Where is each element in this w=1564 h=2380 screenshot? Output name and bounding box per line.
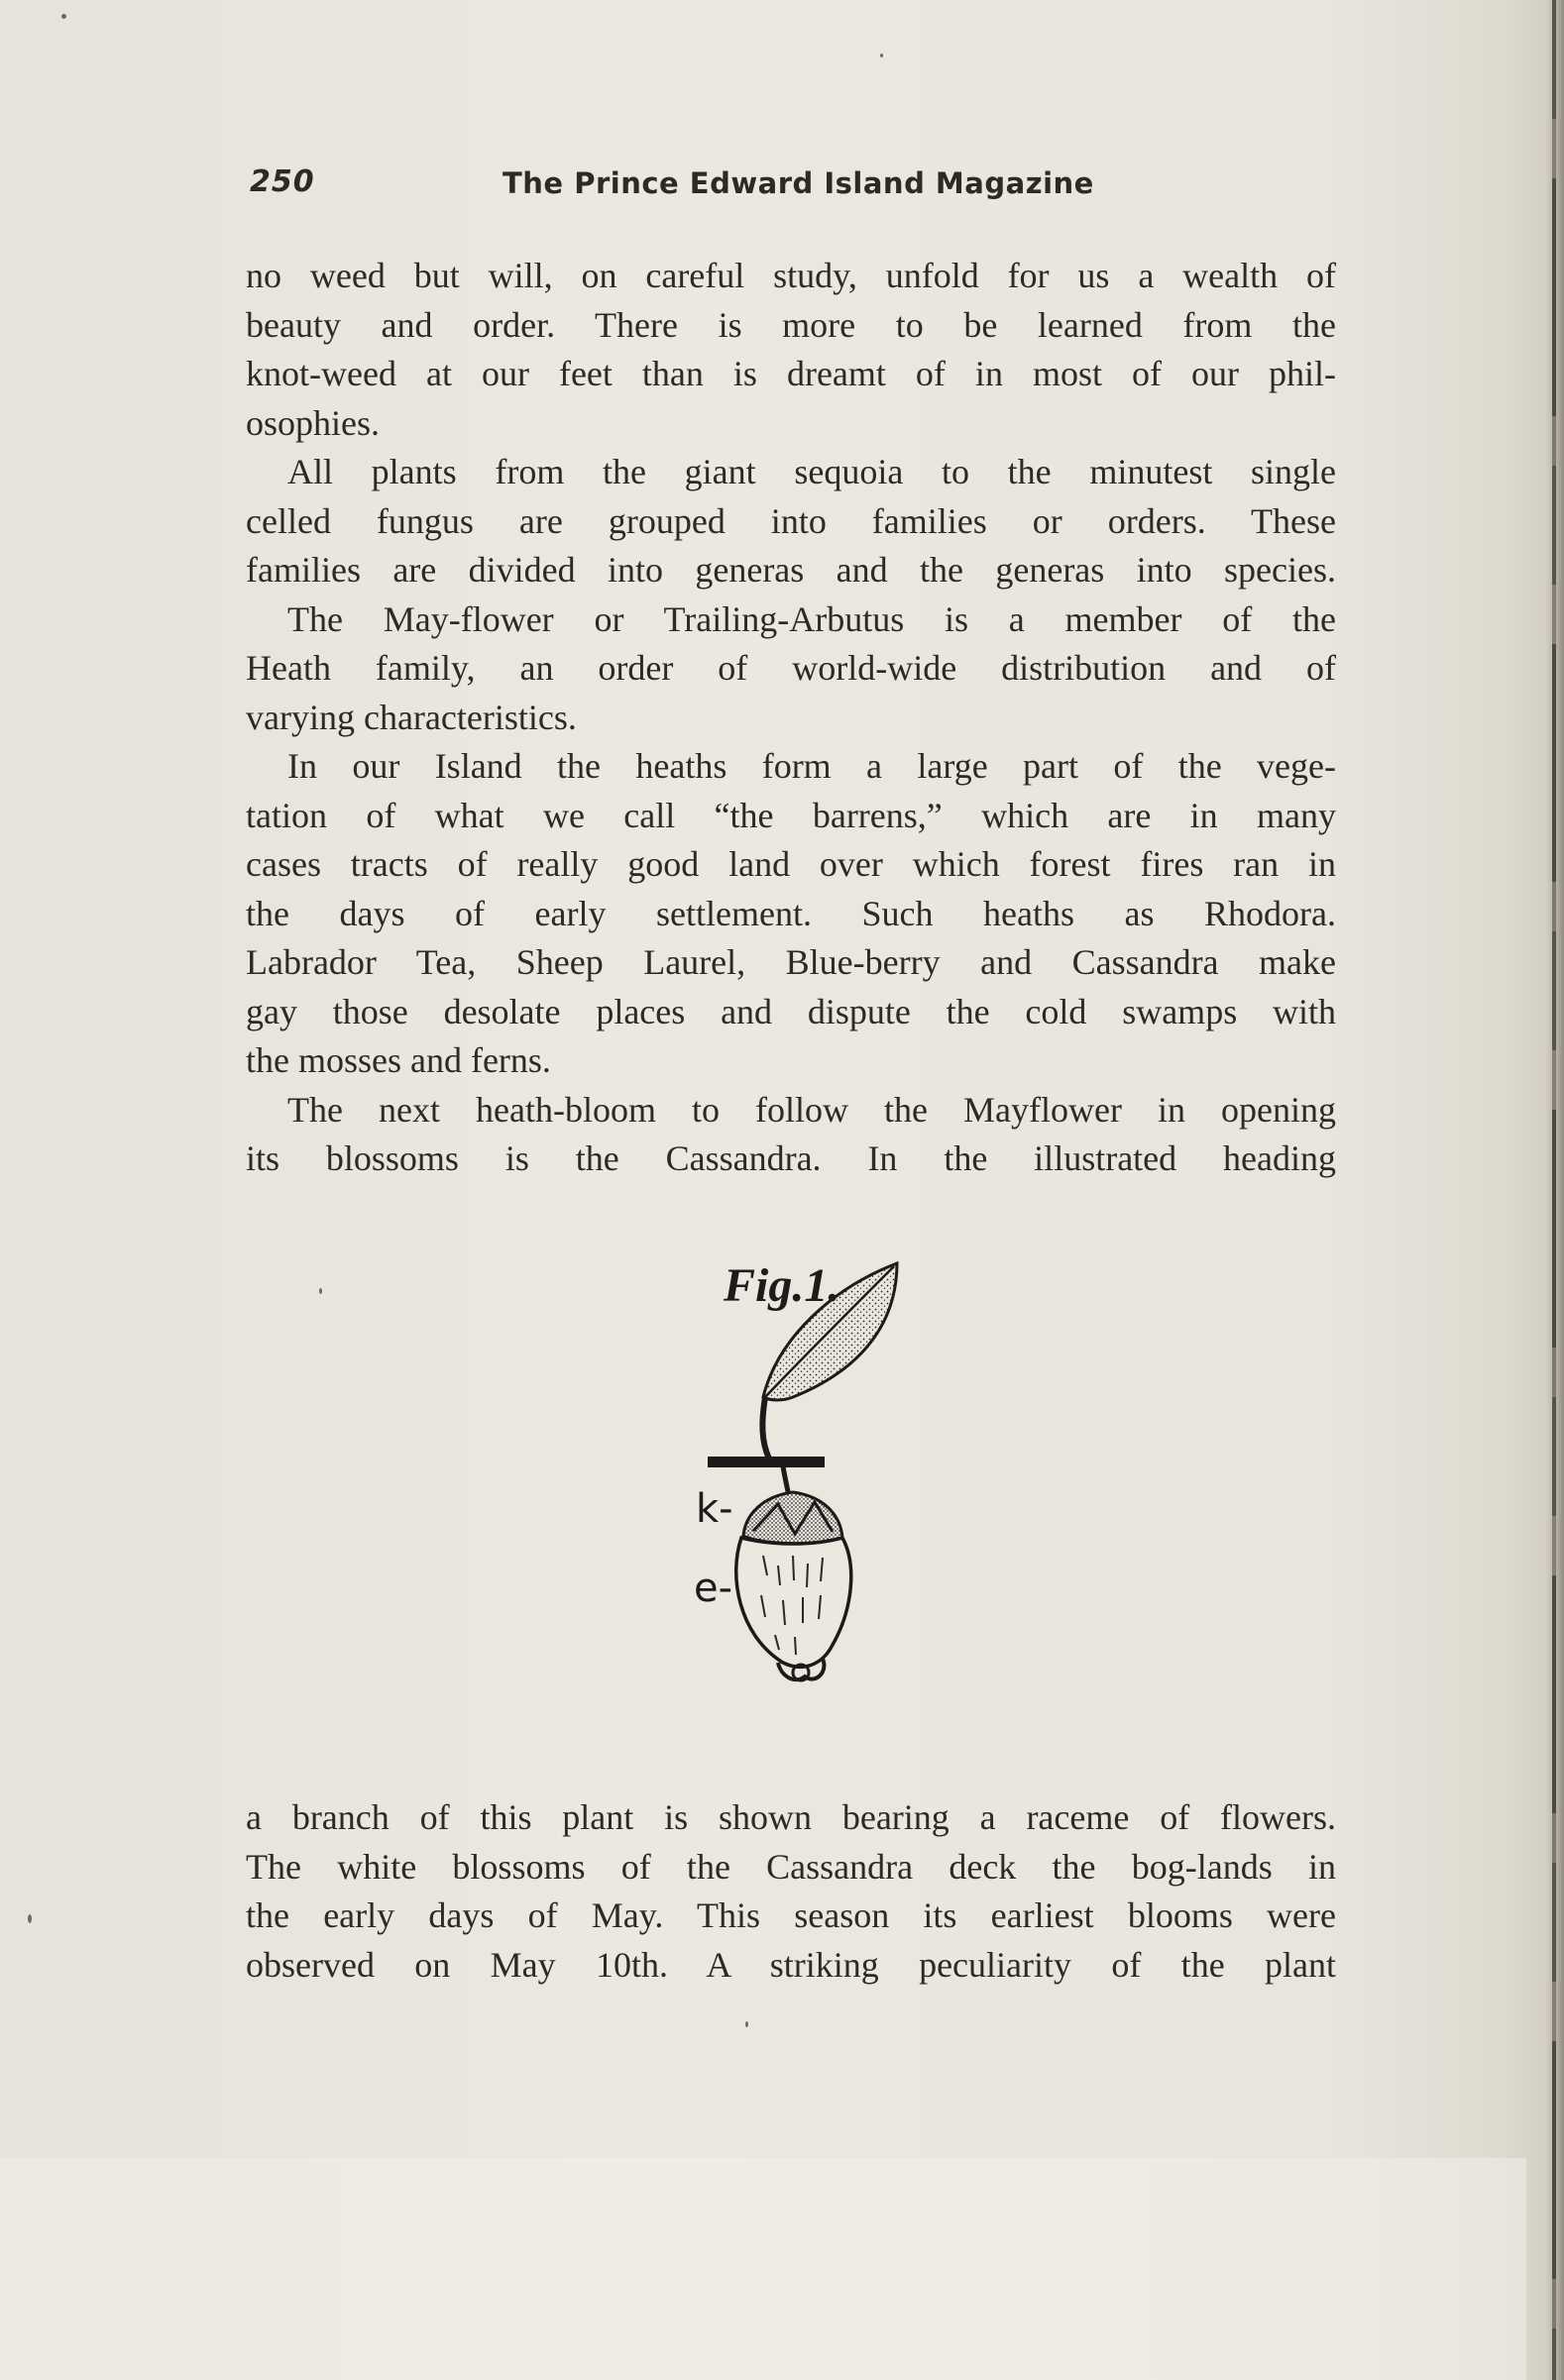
calyx (743, 1492, 842, 1544)
figure-label-k: k- (696, 1486, 733, 1532)
body-text-lower (246, 1793, 1336, 1990)
text-line: its blossoms is the Cassandra. In the illustrated heading (246, 1138, 1336, 1178)
page-margin-strip (0, 2158, 1526, 2380)
text-line: All plants from the giant sequoia to the minutest single (287, 452, 1336, 491)
text-line: The next heath-bloom to follow the Mayflower in opening (287, 1089, 1336, 1130)
figure-title: Fig.1. (724, 1259, 840, 1312)
paper-speck (28, 1914, 32, 1923)
text-line: beauty and order. There is more to be learned from the (246, 304, 1336, 345)
text-line: the early days of May. This season its earliest blooms were (246, 1895, 1336, 1935)
text-line: cases tracts of really good land over which forest fires ran in (246, 844, 1336, 884)
paper-speck (880, 54, 883, 57)
text-line: gay those desolate places and dispute the cold swamps with (246, 991, 1336, 1031)
page-number: 250 (250, 164, 315, 199)
text-line: the mosses and ferns. (246, 1040, 551, 1080)
text-line: celled fungus are grouped into families or orders. These (246, 500, 1336, 541)
figure-label-e: e- (694, 1566, 733, 1611)
leaf-stalk (762, 1397, 769, 1459)
figure-cassandra-flower (684, 1248, 932, 1734)
text-line: In our Island the heaths form a large part of the vege- (287, 746, 1336, 786)
text-line: knot-weed at our feet than is dreamt of in most of our phil- (246, 354, 1336, 393)
text-line: Labrador Tea, Sheep Laurel, Blue-berry and Cassandra make (246, 942, 1336, 982)
text-line: families are divided into generas and the generas into species. (246, 550, 1336, 590)
text-line: no weed but will, on careful study, unfold for us a wealth of (246, 256, 1336, 295)
text-line: osophies. (246, 402, 380, 443)
text-line: varying characteristics. (246, 697, 577, 737)
text-line: a branch of this plant is shown bearing a raceme of flowers. (246, 1797, 1336, 1837)
paper-speck (745, 2021, 748, 2027)
body-text-upper (246, 252, 1336, 1184)
running-head (250, 164, 1142, 212)
book-spine-edge (1544, 0, 1564, 2380)
paper-speck (61, 14, 66, 19)
text-line: tation of what we call “the barrens,” which are in many (246, 795, 1336, 835)
text-line: Heath family, an order of world-wide distribution and of (246, 648, 1336, 688)
text-line: the days of early settlement. Such heaths as Rhodora. (246, 893, 1336, 933)
paper-speck (319, 1288, 322, 1294)
text-line: The white blossoms of the Cassandra deck the bog-lands in (246, 1846, 1336, 1887)
text-line: observed on May 10th. A striking peculiarity of the plant (246, 1944, 1336, 1985)
journal-title: The Prince Edward Island Magazine (503, 166, 1094, 200)
spine-binding-line (1552, 0, 1556, 2380)
text-line: The May-flower or Trailing-Arbutus is a member of the (287, 598, 1336, 639)
